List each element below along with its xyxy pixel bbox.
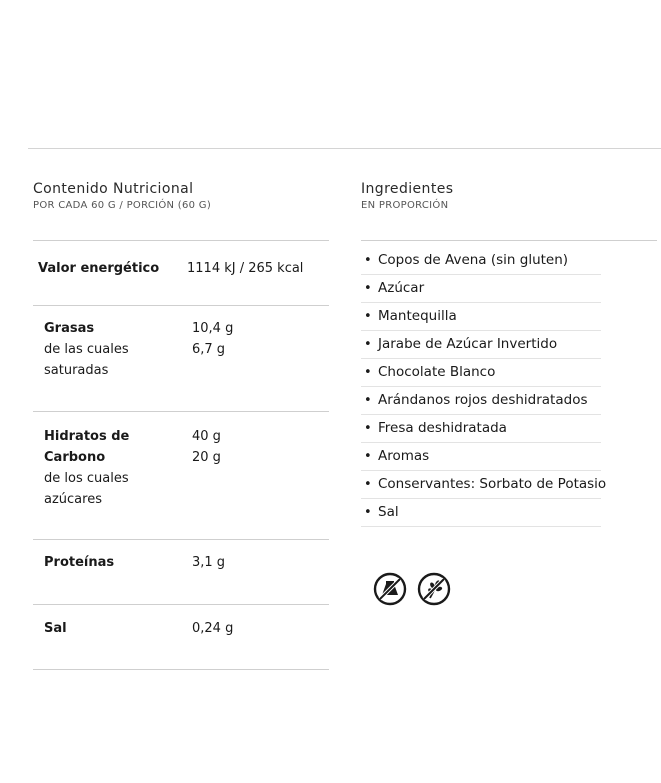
list-item — [361, 499, 601, 527]
ingredient-label: Azúcar — [378, 280, 425, 296]
ingredient-label: Aromas — [378, 448, 430, 464]
bullet: • — [364, 309, 372, 324]
ingredient-label: Fresa deshidratada — [378, 420, 507, 436]
list-item — [361, 471, 607, 499]
bullet: • — [364, 393, 372, 408]
nutrition-title: Contenido Nutricional — [33, 181, 194, 197]
row-sub-label: de los cuales azúcares — [44, 471, 129, 507]
row-value: 1114 kJ / 265 kcal — [187, 261, 304, 276]
bullet: • — [364, 449, 372, 464]
row-value: 10,4 g — [192, 321, 234, 336]
bullet: • — [364, 365, 372, 380]
top-divider — [28, 148, 661, 149]
row-value: 0,24 g — [192, 621, 234, 636]
table-divider — [33, 604, 329, 605]
row-label: Valor energético — [38, 261, 160, 276]
ingredient-label: Mantequilla — [378, 308, 457, 324]
row-label: Proteínas — [44, 555, 115, 570]
ingredient-label: Chocolate Blanco — [378, 364, 496, 380]
bullet: • — [364, 477, 372, 492]
bullet: • — [364, 505, 372, 520]
gluten-free-icon — [417, 572, 451, 606]
list-item — [361, 359, 601, 387]
bullet: • — [364, 337, 372, 352]
list-item — [361, 387, 601, 415]
ingredient-label: Conservantes: Sorbato de Potasio — [378, 476, 607, 492]
ingredients-divider — [361, 240, 657, 241]
list-item — [361, 331, 601, 359]
ingredient-label: Arándanos rojos deshidratados — [378, 392, 588, 408]
bullet: • — [364, 421, 372, 436]
row-value: 3,1 g — [192, 555, 226, 570]
table-divider — [33, 539, 329, 540]
list-item — [361, 275, 601, 303]
nutrition-panel — [33, 181, 329, 636]
ingredients-list — [361, 247, 607, 527]
list-item — [361, 415, 601, 443]
table-divider — [33, 411, 329, 412]
list-item — [361, 247, 601, 275]
ingredients-title: Ingredientes — [361, 181, 454, 197]
ingredient-label: Sal — [378, 504, 399, 520]
ingredient-label: Jarabe de Azúcar Invertido — [378, 336, 558, 352]
row-label: Hidratos de Carbono — [44, 429, 130, 465]
bullet: • — [364, 281, 372, 296]
ingredients-panel — [361, 181, 657, 520]
row-value: 40 g — [192, 429, 221, 444]
ingredients-subtitle: EN PROPORCIÓN — [361, 200, 449, 211]
ingredient-label: Copos de Avena (sin gluten) — [378, 252, 569, 268]
row-label: Sal — [44, 621, 67, 636]
table-divider — [33, 305, 329, 306]
table-divider — [33, 240, 329, 241]
row-label: Grasas — [44, 321, 95, 336]
row-sub-value: 6,7 g — [192, 342, 226, 357]
bullet: • — [364, 253, 372, 268]
no-palm-oil-icon — [373, 572, 407, 606]
row-sub-value: 20 g — [192, 450, 221, 465]
table-divider — [33, 669, 329, 670]
dietary-icons — [373, 572, 456, 606]
row-sub-label: de las cuales saturadas — [44, 342, 129, 378]
nutrition-subtitle: POR CADA 60 G / PORCIÓN (60 G) — [33, 200, 212, 211]
list-item — [361, 303, 601, 331]
list-item — [361, 443, 601, 471]
